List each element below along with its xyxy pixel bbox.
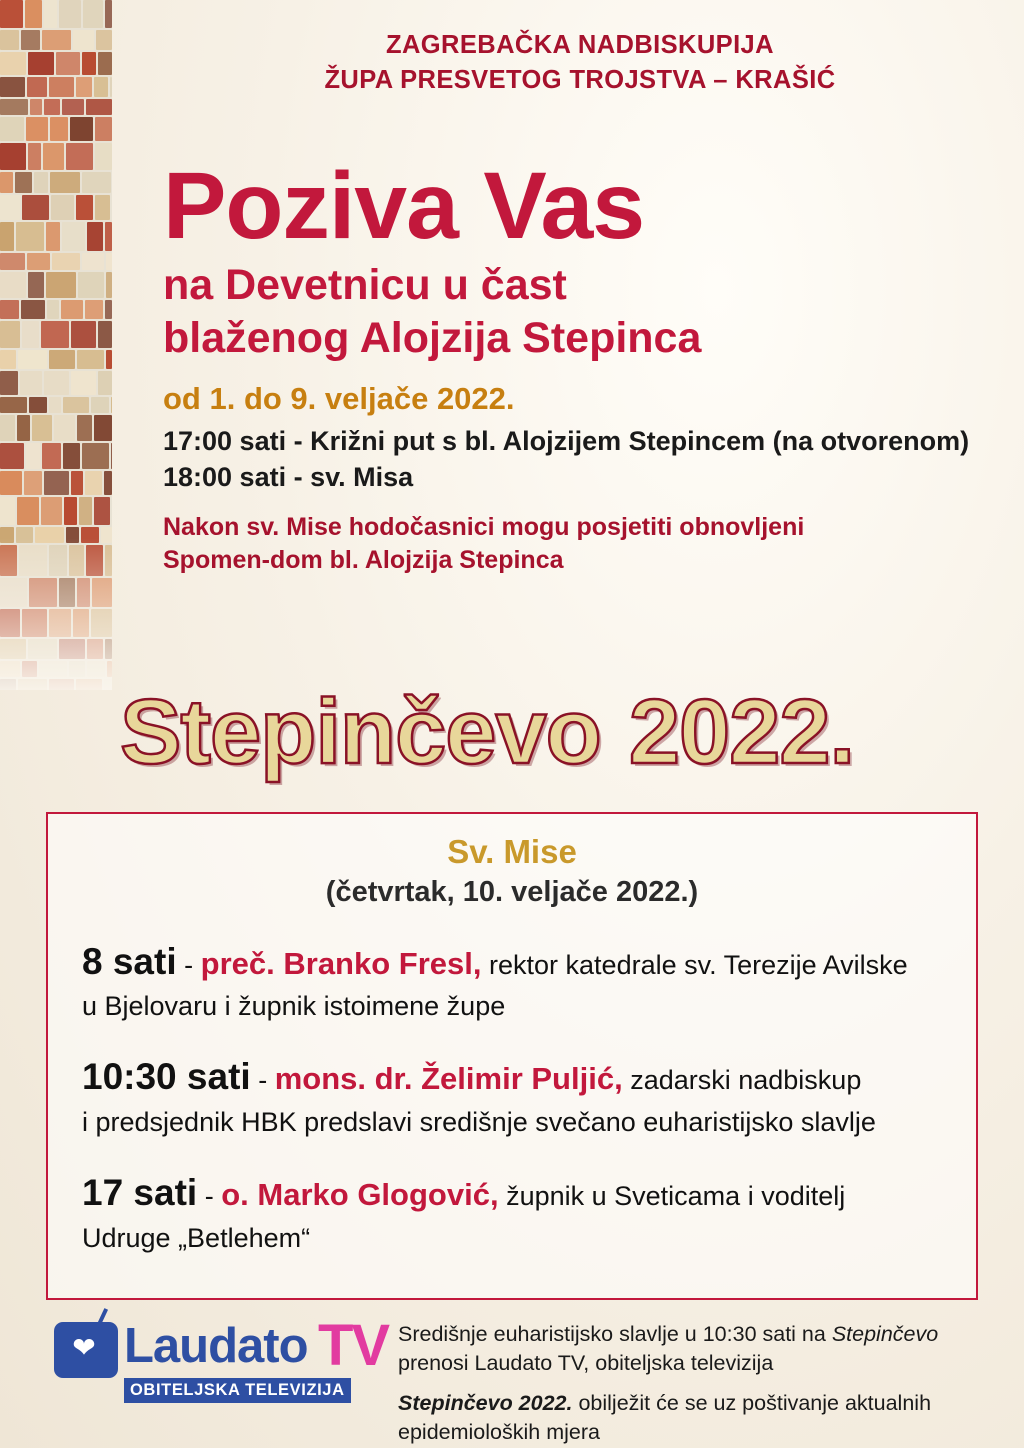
masses-title: Sv. Mise: [447, 833, 577, 870]
event-big-title-word-2: 2022.: [628, 681, 855, 783]
event-big-title: [120, 681, 940, 783]
invitation-note: [163, 511, 1018, 576]
invitation-subtitle-line-2: blaženog Alojzija Stepinca: [163, 313, 702, 362]
invitation-note-line-2: Spomen-dom bl. Alojzija Stepinca: [163, 545, 564, 574]
invitation-note-line-1: Nakon sv. Mise hodočasnici mogu posjetiti obnovljeni: [163, 513, 805, 542]
logo-tv-text: TV: [318, 1313, 389, 1378]
mass-item: [82, 1168, 942, 1256]
mass-dash: -: [258, 1065, 268, 1096]
mass-dash: -: [184, 949, 194, 980]
mass-hour: 8 sati: [82, 940, 177, 982]
invitation-block: [163, 153, 1018, 576]
mass-celebrant: preč. Branko Fresl,: [200, 945, 482, 981]
mass-celebrant: mons. dr. Želimir Puljić,: [274, 1061, 623, 1097]
logo-wordmark: Laudato: [124, 1319, 308, 1373]
event-big-title-word-1: Stepinčevo: [120, 681, 601, 783]
mass-dash: -: [204, 1181, 214, 1212]
footer-paragraph-1: [398, 1320, 990, 1377]
poster-header: [160, 28, 1000, 98]
mass-description-line-2: Udruge „Betlehem“: [82, 1222, 311, 1253]
invitation-title: Poziva Vas: [163, 153, 645, 259]
footer-text: [380, 1316, 990, 1446]
mass-description-line-2: i predsjednik HBK predslavi središnje svečano euharistijsko slavlje: [82, 1106, 876, 1137]
footer-p2-emphasis: Stepinčevo 2022.: [398, 1391, 573, 1416]
invitation-times: [163, 424, 1018, 495]
mass-item: [82, 937, 942, 1025]
invitation-time-2: 18:00 sati - sv. Misa: [163, 461, 414, 492]
footer-p1-part-1: Središnje euharistijsko slavlje u 10:30 sati na: [398, 1322, 832, 1346]
mass-description: župnik u Sveticama i voditelj: [506, 1181, 846, 1212]
footer-p2-rest: obilježit će se uz poštivanje aktualnih: [572, 1391, 932, 1416]
mass-celebrant: o. Marko Glogović,: [221, 1177, 499, 1213]
invitation-subtitle: [163, 259, 1018, 364]
logo-tagline: OBITELJSKA TELEVIZIJA: [124, 1378, 351, 1403]
mass-description-line-2: u Bjelovaru i župnik istoimene župe: [82, 991, 506, 1022]
heart-icon: ❤: [72, 1332, 96, 1363]
masses-box: [46, 812, 978, 1300]
poster-footer: [50, 1313, 990, 1446]
invitation-subtitle-line-1: na Devetnicu u čast: [163, 261, 567, 310]
mass-item: [82, 1052, 942, 1140]
footer-paragraph-2: [398, 1389, 990, 1446]
footer-p1-part-2: prenosi Laudato TV, obiteljska televizija: [398, 1350, 774, 1375]
footer-p1-emphasis: Stepinčevo: [831, 1322, 939, 1346]
mass-description: rektor katedrale sv. Terezije Avilske: [489, 949, 908, 980]
header-line-2: ŽUPA PRESVETOG TROJSTVA – KRAŠIĆ: [324, 66, 836, 95]
header-line-1: ZAGREBAČKA NADBISKUPIJA: [386, 31, 774, 59]
mass-hour: 17 sati: [82, 1172, 198, 1214]
mass-description: zadarski nadbiskup: [630, 1065, 862, 1096]
footer-p2-part-2: epidemioloških mjera: [398, 1419, 600, 1444]
masses-date: (četvrtak, 10. veljače 2022.): [325, 875, 699, 908]
invitation-time-1: 17:00 sati - Križni put s bl. Alojzijem Stepincem (na otvorenom): [163, 426, 970, 456]
laudato-tv-logo: [50, 1313, 389, 1412]
mass-hour: 10:30 sati: [82, 1056, 251, 1098]
invitation-dates: od 1. do 9. veljače 2022.: [163, 381, 515, 416]
